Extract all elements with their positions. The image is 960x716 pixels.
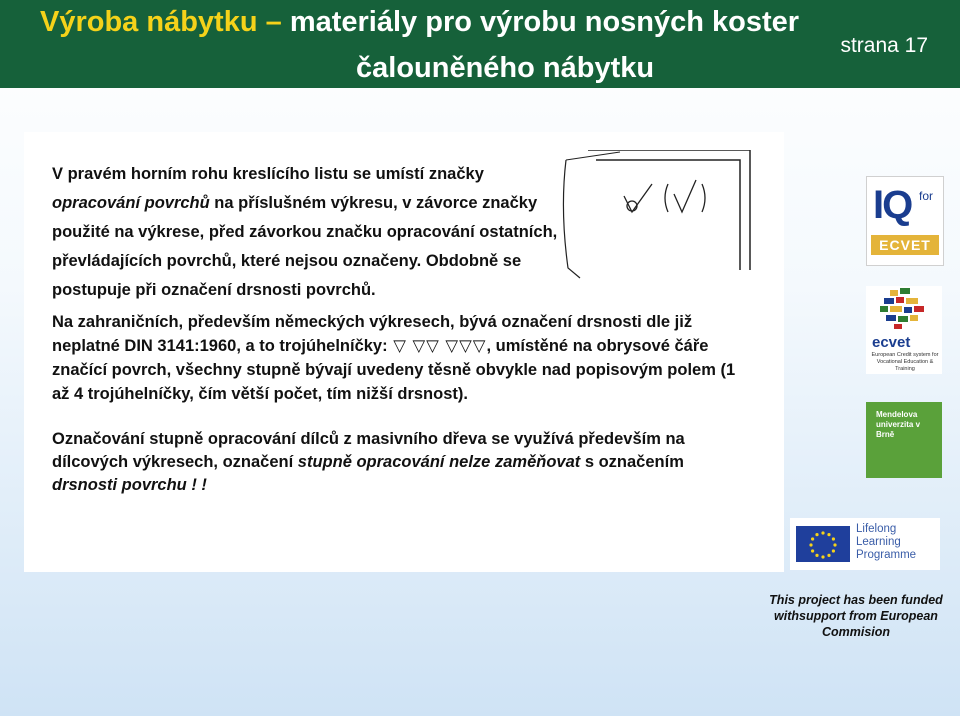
sketch-curve-left (563, 160, 580, 278)
ecvet-logo (866, 286, 942, 374)
p3-text-h: drsnosti povrchu ! ! (52, 476, 207, 494)
surface-mark-sketch (560, 150, 760, 300)
p3-text-g: s označením (580, 453, 684, 471)
p1-text-c: na příslušném výkresu, v závorce značky použité na výkrese, před závorkou značku opracování ostatních, převládajících povrchů, které nejsou označeny. Obdobně se postupuje při označení drsnosti povrchů. (52, 194, 558, 299)
p1-text-b: opracování povrchů (52, 194, 210, 212)
page-title (40, 6, 799, 39)
p2-text-a: Na zahraničních, především německých výkresech, bývá označení drsnosti dle již neplatné DIN 3141:1960, a to trojúhelníčky: (52, 313, 693, 355)
lifelong-learning-logo (790, 518, 940, 570)
iq-logo-text: IQ (873, 183, 912, 227)
triangle-marks: ▽ ▽▽ ▽▽▽ (387, 337, 487, 355)
iq-logo-ecvet: ECVET (871, 235, 939, 255)
sketch-frame-outer (588, 150, 750, 270)
iq-logo-for: for (919, 189, 934, 203)
title-line2: čalouněného nábytku (356, 52, 655, 84)
p3-text-f: zaměňovat (494, 453, 581, 471)
iq-for-ecvet-logo (866, 176, 944, 266)
p3-text-d: nelze (449, 453, 491, 471)
mendel-university-logo (866, 402, 942, 478)
title-accent: Výroba nábytku (40, 6, 258, 38)
paren-open (665, 184, 668, 212)
mendel-logo-text: Mendelova univerzita v Brně (876, 410, 921, 439)
paragraph-wood-processing (52, 428, 742, 497)
llp-logo-text: Lifelong Learning Programme (856, 523, 917, 561)
ecvet-logo-name: ecvet (872, 334, 911, 351)
paragraph-surface-marks (52, 160, 572, 305)
sketch-frame-inner (596, 160, 740, 270)
paragraph-din-triangles (52, 310, 742, 406)
title-dash: – (257, 6, 290, 38)
ecvet-logo-subtitle: European Credit system for Vocational Education & Training (871, 352, 939, 372)
p2-text-b: , umístěné na obrysové čáře značící povrch, všechny stupně bývají uvedeny těsně obvykle nad popisovým polem (1 až 4 trojúhelníčky, čím větší počet, tím nižší drsnost). (52, 337, 736, 403)
sketch-line-top (566, 152, 620, 160)
sketch-symbols (624, 180, 705, 212)
funding-notice: This project has been funded withsupport from European Commision (769, 593, 943, 639)
check-mark-1 (624, 184, 652, 212)
p3-text-b: stupně opracování (297, 453, 445, 471)
ecvet-mosaic-icon (866, 286, 942, 332)
check-mark-2 (674, 180, 696, 212)
title-rest: materiály pro výrobu nosných koster (289, 6, 800, 38)
eu-flag-icon (796, 526, 850, 562)
p3-text-a: Označování stupně opracování dílců z masivního dřeva se využívá především na dílcových výkresech, označení (52, 430, 685, 471)
content-panel (24, 132, 784, 572)
page-number: strana 17 (840, 34, 928, 57)
header-bar (0, 0, 960, 88)
p1-text-a: V pravém horním rohu kreslícího listu se umístí značky (52, 165, 484, 183)
paren-close (702, 184, 705, 212)
